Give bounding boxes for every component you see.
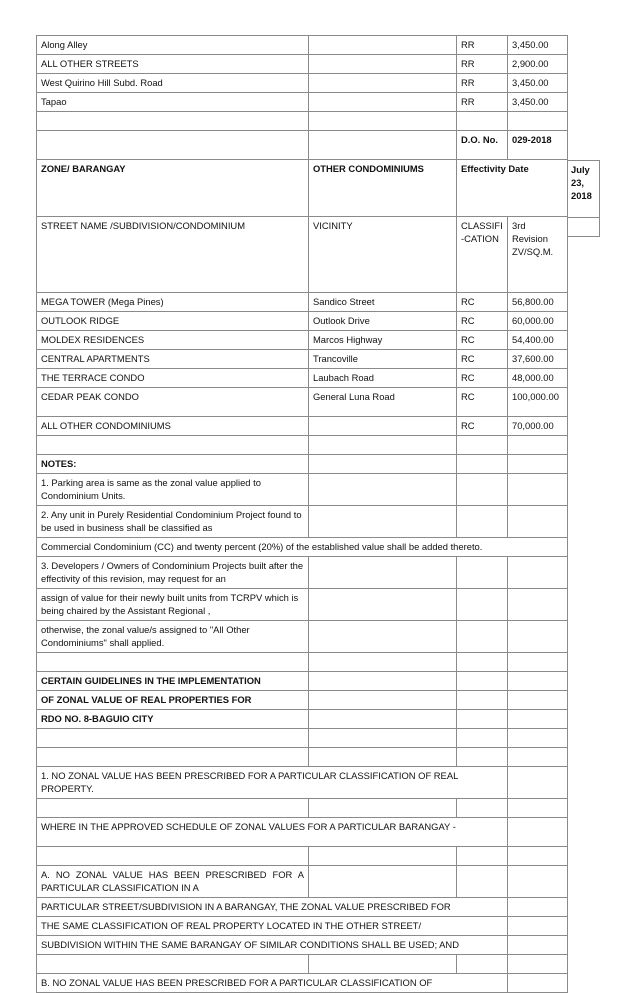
table-row xyxy=(37,917,568,936)
table-cell xyxy=(309,55,457,74)
table-cell: ALL OTHER CONDOMINIUMS xyxy=(37,417,309,436)
table-cell: 2. Any unit in Purely Residential Condominium Project found to be used in business shall be classified as xyxy=(37,506,309,538)
table-cell xyxy=(309,729,457,748)
table-row xyxy=(37,936,568,955)
table-row xyxy=(37,417,568,436)
table-cell xyxy=(508,799,568,818)
table-cell: B. NO ZONAL VALUE HAS BEEN PRESCRIBED FOR A PARTICULAR CLASSIFICATION OF xyxy=(37,974,508,993)
table-cell xyxy=(309,653,457,672)
table-cell: RC xyxy=(457,293,508,312)
table-cell xyxy=(508,557,568,589)
table-cell xyxy=(37,436,309,455)
table-cell xyxy=(457,866,508,898)
table-cell: 100,000.00 xyxy=(508,388,568,417)
table-cell: OUTLOOK RIDGE xyxy=(37,312,309,331)
table-cell xyxy=(508,955,568,974)
table-cell xyxy=(457,474,508,506)
table-cell xyxy=(508,436,568,455)
table-row xyxy=(37,506,568,538)
table-row xyxy=(37,436,568,455)
table-cell xyxy=(309,748,457,767)
table-cell: RR xyxy=(457,93,508,112)
table-cell: 3,450.00 xyxy=(508,93,568,112)
table-cell xyxy=(508,847,568,866)
table-cell xyxy=(508,917,568,936)
table-cell xyxy=(37,799,309,818)
table-cell: 1. NO ZONAL VALUE HAS BEEN PRESCRIBED FOR A PARTICULAR CLASSIFICATION OF REAL PROPERTY. xyxy=(37,767,508,799)
table-cell: THE TERRACE CONDO xyxy=(37,369,309,388)
table-cell: CEDAR PEAK CONDO xyxy=(37,388,309,417)
table-cell: MEGA TOWER (Mega Pines) xyxy=(37,293,309,312)
table-cell: A. NO ZONAL VALUE HAS BEEN PRESCRIBED FOR A PARTICULAR CLASSIFICATION IN A xyxy=(37,866,309,898)
table-cell xyxy=(508,866,568,898)
table-cell xyxy=(508,589,568,621)
table-cell: STREET NAME /SUBDIVISION/CONDOMINIUM xyxy=(37,217,309,293)
table-row xyxy=(37,388,568,417)
table-cell: ALL OTHER STREETS xyxy=(37,55,309,74)
table-cell xyxy=(508,112,568,131)
table-cell: 2,900.00 xyxy=(508,55,568,74)
table-cell: 54,400.00 xyxy=(508,331,568,350)
table-cell: ZONE/ BARANGAY xyxy=(37,160,309,217)
table-row xyxy=(37,974,568,993)
table-cell: assign of value for their newly built units from TCRPV which is being chaired by the Assistant Regional , xyxy=(37,589,309,621)
table-cell: 3,450.00 xyxy=(508,36,568,55)
table-cell: 37,600.00 xyxy=(508,350,568,369)
table-cell: SUBDIVISION WITHIN THE SAME BARANGAY OF SIMILAR CONDITIONS SHALL BE USED; AND xyxy=(37,936,508,955)
table-cell xyxy=(508,748,568,767)
table-row xyxy=(37,866,568,898)
table-row xyxy=(37,217,568,293)
table-row xyxy=(37,898,568,917)
table-cell xyxy=(508,936,568,955)
table-row xyxy=(37,847,568,866)
empty-cell xyxy=(568,218,600,237)
table-cell xyxy=(457,112,508,131)
table-cell xyxy=(457,436,508,455)
table-cell xyxy=(309,131,457,160)
table-row xyxy=(37,710,568,729)
table-cell xyxy=(309,474,457,506)
table-cell: RC xyxy=(457,331,508,350)
table-cell: RC xyxy=(457,417,508,436)
table-cell: RC xyxy=(457,388,508,417)
table-cell: Marcos Highway xyxy=(309,331,457,350)
table-row xyxy=(37,93,568,112)
table-cell xyxy=(457,955,508,974)
table-cell xyxy=(457,710,508,729)
table-row xyxy=(37,160,568,217)
table-cell: 48,000.00 xyxy=(508,369,568,388)
table-cell xyxy=(309,93,457,112)
table-row xyxy=(37,672,568,691)
table-cell xyxy=(508,729,568,748)
table-cell: RR xyxy=(457,36,508,55)
table-row xyxy=(37,748,568,767)
table-cell: RR xyxy=(457,74,508,93)
effectivity-date-value: July 23, 2018 xyxy=(568,161,600,218)
table-row xyxy=(37,112,568,131)
table-cell: Laubach Road xyxy=(309,369,457,388)
table-cell xyxy=(309,506,457,538)
table-cell xyxy=(309,417,457,436)
table-cell xyxy=(37,847,309,866)
table-cell xyxy=(309,621,457,653)
table-cell xyxy=(37,748,309,767)
table-row xyxy=(37,818,568,847)
table-cell xyxy=(457,455,508,474)
effectivity-date-box xyxy=(567,160,600,237)
table-cell xyxy=(309,74,457,93)
table-cell: 60,000.00 xyxy=(508,312,568,331)
table-cell xyxy=(309,799,457,818)
table-cell xyxy=(37,131,309,160)
table-cell: CERTAIN GUIDELINES IN THE IMPLEMENTATION xyxy=(37,672,309,691)
table-cell: otherwise, the zonal value/s assigned to "All Other Condominiums" shall applied. xyxy=(37,621,309,653)
table-cell xyxy=(457,589,508,621)
table-cell xyxy=(508,506,568,538)
table-cell: CENTRAL APARTMENTS xyxy=(37,350,309,369)
table-cell: D.O. No. xyxy=(457,131,508,160)
table-row xyxy=(37,55,568,74)
table-cell xyxy=(508,672,568,691)
table-row xyxy=(37,312,568,331)
table-cell xyxy=(508,455,568,474)
table-cell xyxy=(457,799,508,818)
table-cell xyxy=(508,818,568,847)
table-cell xyxy=(457,672,508,691)
table-cell xyxy=(309,691,457,710)
table-cell xyxy=(457,691,508,710)
table-cell: Tapao xyxy=(37,93,309,112)
table-row xyxy=(37,455,568,474)
table-cell xyxy=(508,767,568,799)
table-cell: 3rd Revision ZV/SQ.M. xyxy=(508,217,568,293)
table-cell: VICINITY xyxy=(309,217,457,293)
table-cell: PARTICULAR STREET/SUBDIVISION IN A BARANGAY, THE ZONAL VALUE PRESCRIBED FOR xyxy=(37,898,508,917)
table-cell: General Luna Road xyxy=(309,388,457,417)
table-cell: NOTES: xyxy=(37,455,309,474)
table-cell: West Quirino Hill Subd. Road xyxy=(37,74,309,93)
table-row xyxy=(37,538,568,557)
table-cell xyxy=(37,653,309,672)
table-cell xyxy=(309,436,457,455)
table-row xyxy=(37,653,568,672)
table-cell: 70,000.00 xyxy=(508,417,568,436)
table-cell: RC xyxy=(457,369,508,388)
table-cell: OTHER CONDOMINIUMS xyxy=(309,160,457,217)
table-cell: Along Alley xyxy=(37,36,309,55)
table-cell xyxy=(309,847,457,866)
table-row xyxy=(37,621,568,653)
table-cell: Effectivity Date xyxy=(457,160,568,217)
table-cell: 3. Developers / Owners of Condominium Projects built after the effectivity of this revision, may request for an xyxy=(37,557,309,589)
table-row xyxy=(37,369,568,388)
table-row xyxy=(37,331,568,350)
table-row xyxy=(37,691,568,710)
table-cell xyxy=(37,112,309,131)
table-cell xyxy=(309,112,457,131)
table-row xyxy=(37,557,568,589)
table-row xyxy=(37,293,568,312)
table-cell: WHERE IN THE APPROVED SCHEDULE OF ZONAL VALUES FOR A PARTICULAR BARANGAY - xyxy=(37,818,508,847)
table-cell xyxy=(457,748,508,767)
table-cell: THE SAME CLASSIFICATION OF REAL PROPERTY LOCATED IN THE OTHER STREET/ xyxy=(37,917,508,936)
table-cell xyxy=(309,36,457,55)
table-cell xyxy=(37,955,309,974)
table-cell: RC xyxy=(457,350,508,369)
table-row xyxy=(37,589,568,621)
table-cell xyxy=(309,589,457,621)
table-cell xyxy=(508,710,568,729)
table-cell xyxy=(457,653,508,672)
table-row xyxy=(37,955,568,974)
table-cell xyxy=(508,974,568,993)
table-cell: 029-2018 xyxy=(508,131,568,160)
zonal-value-document xyxy=(36,35,567,993)
table-cell xyxy=(508,653,568,672)
table-cell: OF ZONAL VALUE OF REAL PROPERTIES FOR xyxy=(37,691,309,710)
table-cell: 56,800.00 xyxy=(508,293,568,312)
table-cell xyxy=(508,898,568,917)
table-cell: MOLDEX RESIDENCES xyxy=(37,331,309,350)
table-cell xyxy=(457,621,508,653)
table-row xyxy=(37,767,568,799)
table-cell: RDO NO. 8-BAGUIO CITY xyxy=(37,710,309,729)
table-row xyxy=(37,131,568,160)
table-cell xyxy=(309,955,457,974)
table-cell: 3,450.00 xyxy=(508,74,568,93)
table-cell xyxy=(508,474,568,506)
table-cell xyxy=(37,729,309,748)
table-cell xyxy=(457,506,508,538)
table-cell xyxy=(508,691,568,710)
table-cell: Commercial Condominium (CC) and twenty percent (20%) of the established value shall be added thereto. xyxy=(37,538,568,557)
table-cell xyxy=(309,672,457,691)
table-cell: RC xyxy=(457,312,508,331)
table-cell: 1. Parking area is same as the zonal value applied to Condominium Units. xyxy=(37,474,309,506)
table-row xyxy=(37,36,568,55)
table-row xyxy=(37,74,568,93)
zonal-value-table xyxy=(36,35,568,993)
table-cell xyxy=(457,557,508,589)
table-cell: Trancoville xyxy=(309,350,457,369)
table-cell: RR xyxy=(457,55,508,74)
table-cell xyxy=(309,557,457,589)
table-cell xyxy=(457,847,508,866)
table-cell xyxy=(309,710,457,729)
table-row xyxy=(37,474,568,506)
table-row xyxy=(37,350,568,369)
table-cell xyxy=(508,621,568,653)
table-cell: Sandico Street xyxy=(309,293,457,312)
table-cell xyxy=(309,455,457,474)
table-row xyxy=(37,729,568,748)
table-cell: Outlook Drive xyxy=(309,312,457,331)
table-row xyxy=(37,799,568,818)
table-cell xyxy=(309,866,457,898)
table-cell xyxy=(457,729,508,748)
table-cell: CLASSIFI -CATION xyxy=(457,217,508,293)
